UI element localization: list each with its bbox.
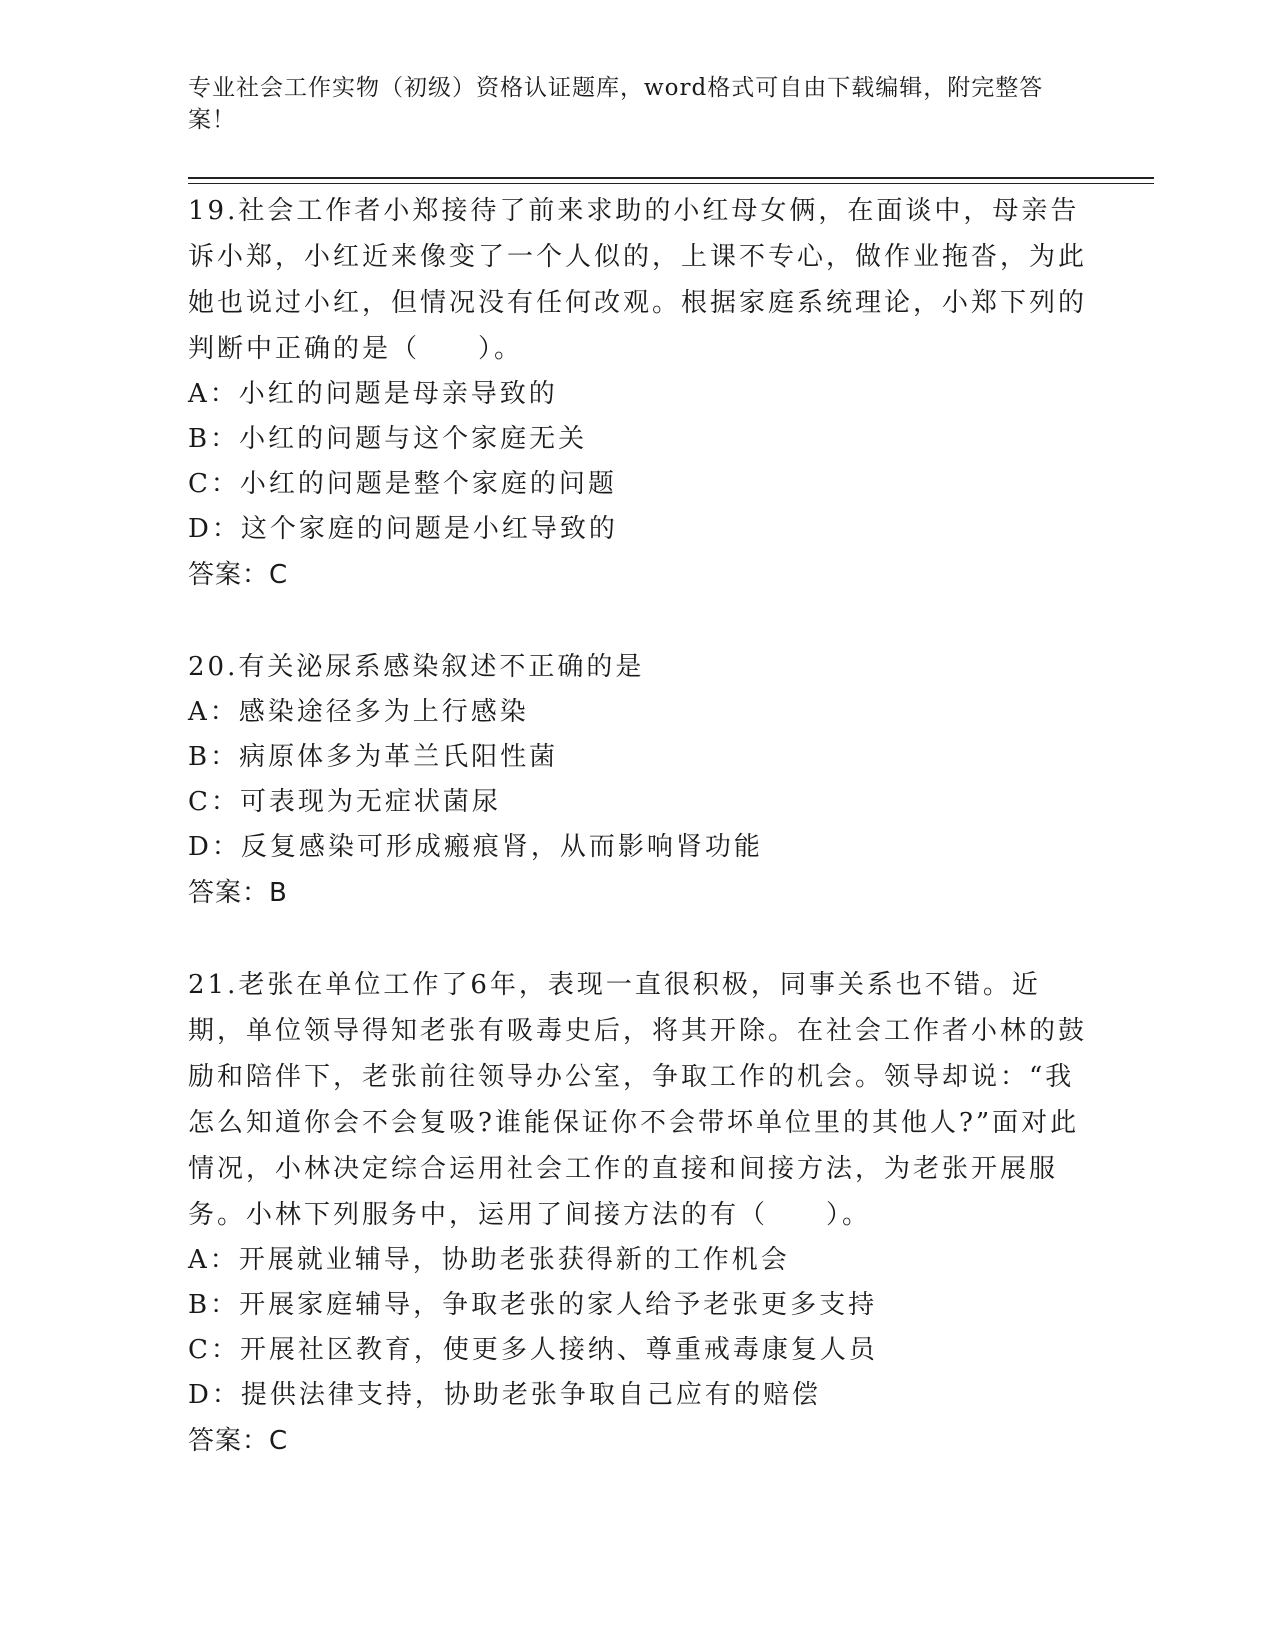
option-b: B：病原体多为革兰氏阳性菌 bbox=[188, 742, 559, 772]
answer-line: 答案：B bbox=[188, 878, 288, 908]
option-a: A：开展就业辅导，协助老张获得新的工作机会 bbox=[188, 1245, 790, 1275]
question-19 bbox=[188, 188, 1088, 598]
question-20 bbox=[188, 644, 1088, 916]
option-d: D：这个家庭的问题是小红导致的 bbox=[188, 514, 618, 544]
document-header: 专业社会工作实物（初级）资格认证题库，word格式可自由下载编辑，附完整答案！ bbox=[188, 75, 1044, 133]
header-divider-thick bbox=[188, 177, 1154, 179]
question-stem: 20.有关泌尿系感染叙述不正确的是 bbox=[188, 652, 645, 682]
option-a: A：小红的问题是母亲导致的 bbox=[188, 379, 558, 409]
answer-line: 答案：C bbox=[188, 1426, 289, 1456]
question-stem: 19.社会工作者小郑接待了前来求助的小红母女俩，在面谈中，母亲告诉小郑，小红近来像变了一个人似的，上课不专心，做作业拖沓，为此她也说过小红，但情况没有任何改观。根据家庭系统理论，小郑下列的判断中正确的是（ ）。 bbox=[188, 196, 1088, 364]
question-stem: 21.老张在单位工作了6年，表现一直很积极，同事关系也不错。近期，单位领导得知老张有吸毒史后，将其开除。在社会工作者小林的鼓励和陪伴下，老张前往领导办公室，争取工作的机会。领导却说：“我怎么知道你会不会复吸?谁能保证你不会带坏单位里的其他人?”面对此情况，小林决定综合运用社会工作的直接和间接方法，为老张开展服务。小林下列服务中，运用了间接方法的有（ ）。 bbox=[188, 970, 1088, 1230]
option-c: C：可表现为无症状菌尿 bbox=[188, 787, 501, 817]
answer-line: 答案：C bbox=[188, 560, 289, 590]
question-21 bbox=[188, 962, 1088, 1464]
option-b: B：小红的问题与这个家庭无关 bbox=[188, 424, 588, 454]
option-b: B：开展家庭辅导，争取老张的家人给予老张更多支持 bbox=[188, 1290, 878, 1320]
option-c: C：开展社区教育，使更多人接纳、尊重戒毒康复人员 bbox=[188, 1335, 878, 1365]
option-c: C：小红的问题是整个家庭的问题 bbox=[188, 469, 617, 499]
option-d: D：反复感染可形成瘢痕肾，从而影响肾功能 bbox=[188, 832, 763, 862]
header-divider-thin bbox=[188, 183, 1154, 184]
option-a: A：感染途径多为上行感染 bbox=[188, 697, 529, 727]
option-d: D：提供法律支持，协助老张争取自己应有的赔偿 bbox=[188, 1380, 821, 1410]
